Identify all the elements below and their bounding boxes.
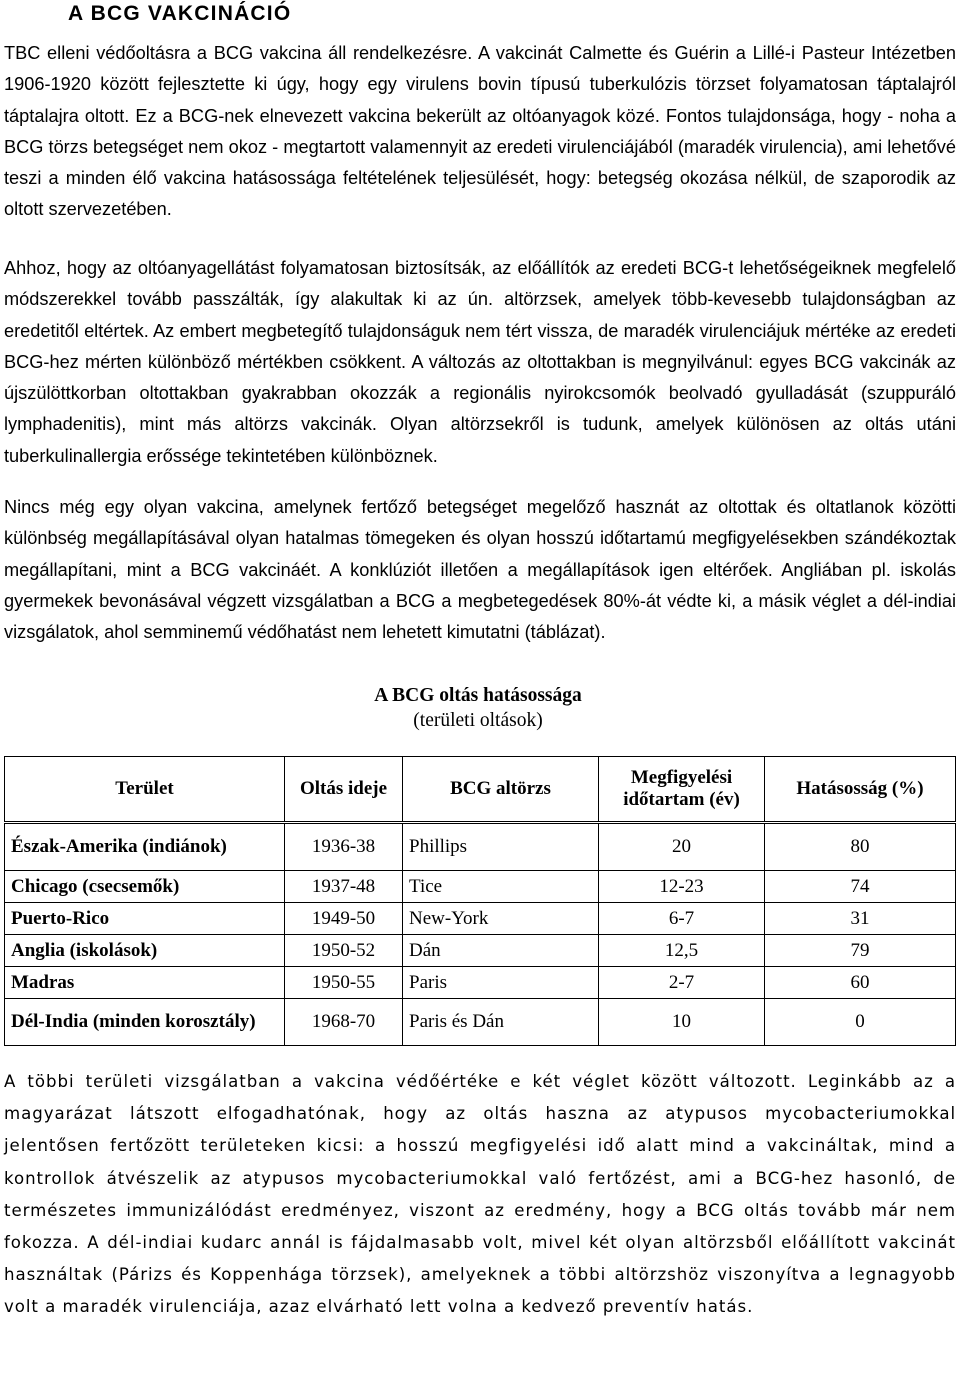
efficacy-table: [4, 756, 956, 1046]
table-row: [5, 903, 956, 935]
column-header-strain: BCG altörzs: [403, 757, 599, 823]
cell-efficacy: 0: [765, 999, 956, 1046]
cell-area: Chicago (csecsemők): [5, 871, 285, 903]
table-row: [5, 823, 956, 871]
paragraph-text: Nincs még egy olyan vakcina, amelynek fertőző betegséget megelőző hasznát az oltottak és oltatlanok közötti különbség megállapításával olyan hatalmas tömegeken és olyan hosszú időtartamú megfigyelésekben szándékoztak megállapítani, mint a BCG vakcináét. A konklúziót illetően a megállapítások igen eltérőek. Angliában pl. iskolás gyermekek bevonásával végzett vizsgálatban a BCG a megbetegedések 80%-át védte ki, a másik véglet a dél-indiai vizsgálatok, ahol semminemű védőhatást nem lehetett kimutatni (táblázat).: [4, 497, 956, 643]
cell-efficacy: 79: [765, 935, 956, 967]
paragraph-intro: [4, 38, 956, 226]
table-row: [5, 967, 956, 999]
table-row: [5, 999, 956, 1046]
cell-strain: New-York: [403, 903, 599, 935]
column-header-area: Terület: [5, 757, 285, 823]
column-header-efficacy: Hatásosság (%): [765, 757, 956, 823]
cell-efficacy: 60: [765, 967, 956, 999]
table-header-row: [5, 757, 956, 823]
cell-year: 1950-55: [285, 967, 403, 999]
column-header-year: Oltás ideje: [285, 757, 403, 823]
paragraph-substrains: [4, 253, 956, 472]
table-caption-title: A BCG oltás hatásossága: [374, 685, 582, 706]
cell-strain: Phillips: [403, 823, 599, 871]
cell-period: 12-23: [599, 871, 765, 903]
cell-efficacy: 80: [765, 823, 956, 871]
page-title: A BCG VAKCINÁCIÓ: [68, 2, 292, 25]
paragraph-conclusion: A többi területi vizsgálatban a vakcina védőértéke e két véglet között változott. Leginkább az a magyarázat látszott elfogadhatónak, hogy az oltás haszna az atypusos mycobacteriumokkal jelentősen fertőzött területeken kicsi: a hosszú megfigyelési idő alatt mind a vakcináltak, mind a kontrollok átvészelik az atypusos mycobacteriumokkal való fertőzést, ami a BCG-hez hasonló, de természetes immunizálódást eredményez, viszont az eredmény, hogy a BCG oltás tovább már nem fokozza. A dél-indiai kudarc annál is fájdalmasabb volt, mivel két olyan altörzsből előállított vakcinát használtak (Párizs és Koppenhága törzsek), amelyeknek a többi altörzshöz viszonyítva a legnagyobb volt a maradék virulenciája, azaz elvárható lett volna a kedvező preventív hatás.: [4, 1072, 956, 1317]
cell-strain: Dán: [403, 935, 599, 967]
cell-strain: Paris: [403, 967, 599, 999]
cell-period: 6-7: [599, 903, 765, 935]
cell-year: 1950-52: [285, 935, 403, 967]
cell-period: 2-7: [599, 967, 765, 999]
paragraph-efficacy: [4, 492, 956, 648]
cell-year: 1968-70: [285, 999, 403, 1046]
cell-efficacy: 74: [765, 871, 956, 903]
cell-year: 1949-50: [285, 903, 403, 935]
cell-period: 12,5: [599, 935, 765, 967]
paragraph-text: Ahhoz, hogy az oltóanyagellátást folyamatosan biztosítsák, az előállítók az eredeti BCG-t lehetőségeiknek megfelelő módszerekkel tovább passzálták, így alakultak ki az ún. altörzsek, amelyek több-kevesebb tulajdonságban az eredetitől eltértek. Az embert megbetegítő tulajdonságuk nem tért vissza, de maradék virulenciájuk mértéke az eredeti BCG-hez mérten különböző mértékben csökkent. A változás az oltottakban is megnyilvánul: egyes BCG vakcinák az újszülöttkorban oltottakban gyakrabban okozzák a regionális nyirokcsomók beolvadó gyulladását (szuppuráló lymphadenitis), mint más altörzs vakcinák. Olyan altörzsekről is tudunk, amelyek különösen az oltás utáni tuberkulinallergia erőssége tekintetében különböznek.: [4, 258, 956, 466]
cell-strain: Paris és Dán: [403, 999, 599, 1046]
cell-year: 1937-48: [285, 871, 403, 903]
cell-strain: Tice: [403, 871, 599, 903]
cell-period: 10: [599, 999, 765, 1046]
cell-area: Dél-India (minden korosztály): [5, 999, 285, 1046]
table-row: [5, 871, 956, 903]
column-header-period: Megfigyelési időtartam (év): [599, 757, 765, 823]
cell-year: 1936-38: [285, 823, 403, 871]
table-caption-subtitle: (területi oltások): [413, 710, 543, 731]
cell-period: 20: [599, 823, 765, 871]
cell-area: Anglia (iskolások): [5, 935, 285, 967]
table-row: [5, 935, 956, 967]
cell-efficacy: 31: [765, 903, 956, 935]
paragraph-text: TBC elleni védőoltásra a BCG vakcina áll rendelkezésre. A vakcinát Calmette és Guérin a Lillé-i Pasteur Intézetben 1906-1920 között fejlesztette ki úgy, hogy egy virulens bovin típusú tuberkulózis törzset folyamatosan táptalajról táptalajra oltott. Ez a BCG-nek elnevezett vakcina bekerült az oltóanyagok közé. Fontos tulajdonsága, hogy - noha a BCG törzs betegséget nem okoz - megtartott valamennyit az eredeti virulenciájából (maradék virulencia), ami lehetővé teszi a minden élő vakcina hatásossága feltételének teljesülését, hogy: betegség okozása nélkül, de szaporodik az oltott szervezetében.: [4, 43, 956, 220]
cell-area: Madras: [5, 967, 285, 999]
cell-area: Észak-Amerika (indiánok): [5, 823, 285, 871]
cell-area: Puerto-Rico: [5, 903, 285, 935]
